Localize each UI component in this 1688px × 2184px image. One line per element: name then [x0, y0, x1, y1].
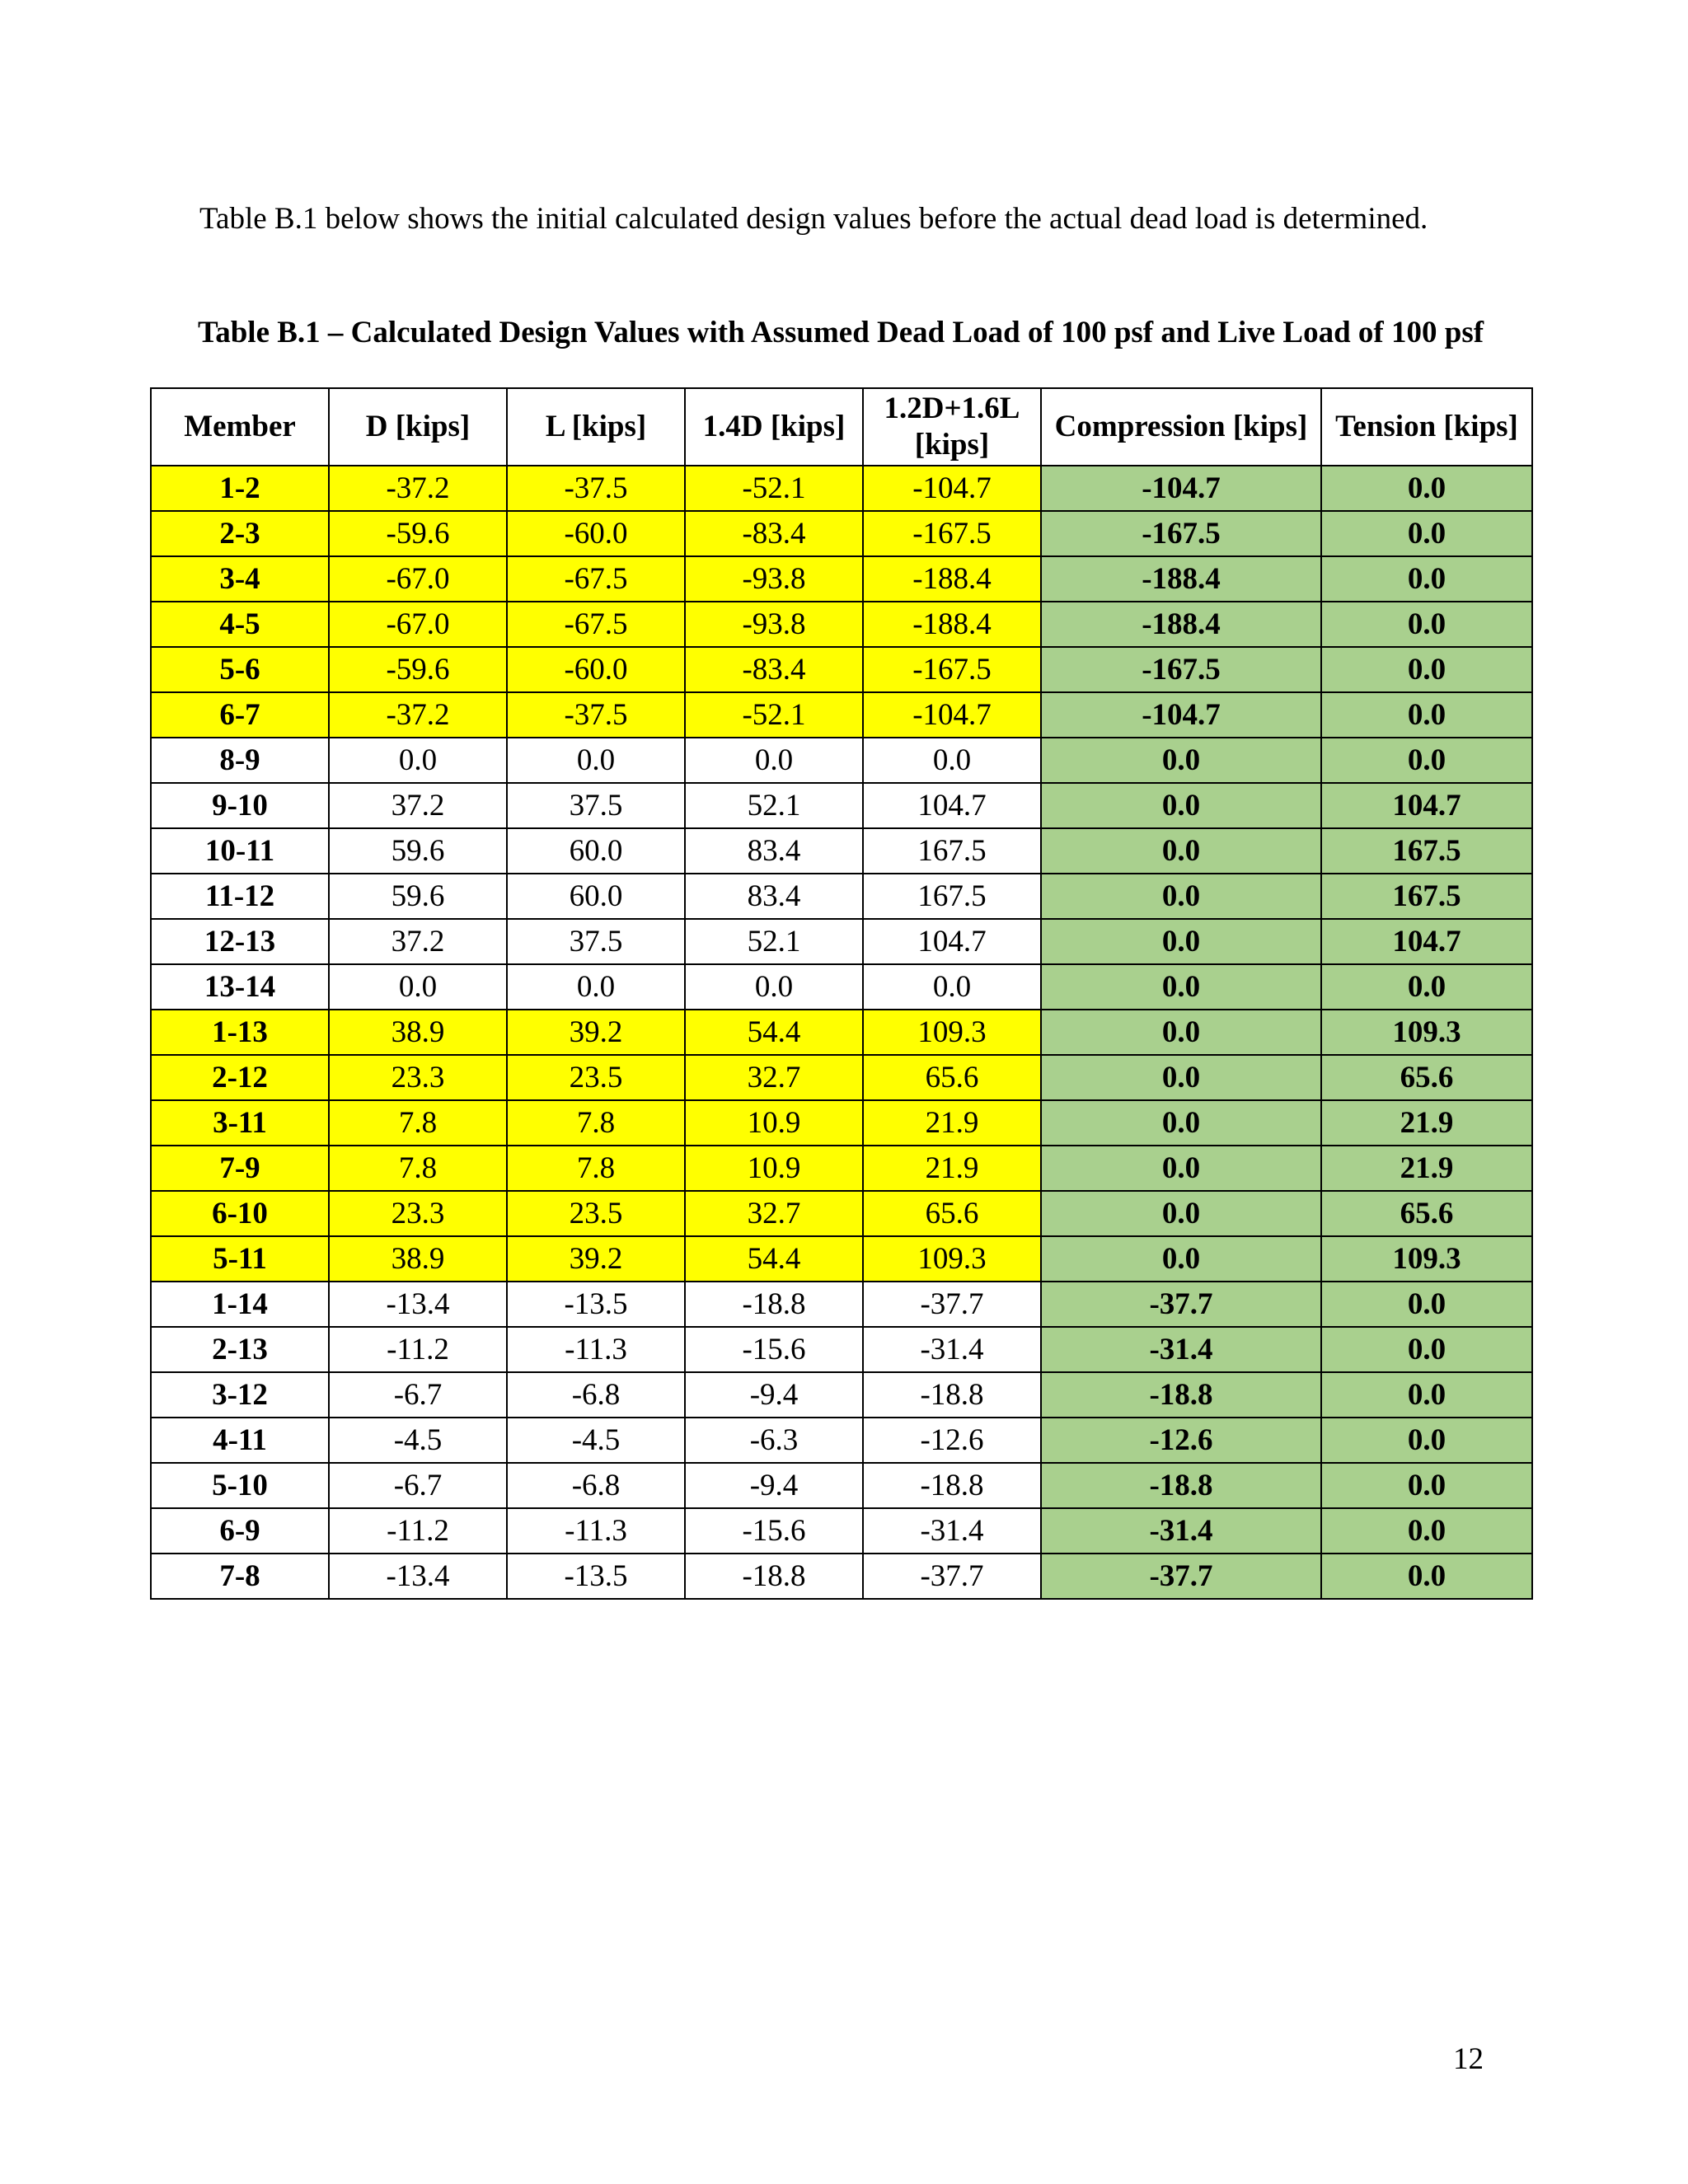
member-cell: 7-8	[151, 1554, 329, 1599]
table-row	[151, 1010, 1532, 1055]
factored-combo-cell: -37.7	[863, 1282, 1041, 1327]
live-load-cell: -37.5	[507, 692, 685, 738]
live-load-cell: 0.0	[507, 964, 685, 1010]
live-load-cell: 37.5	[507, 919, 685, 964]
table-row	[151, 1191, 1532, 1236]
member-cell: 7-9	[151, 1146, 329, 1191]
dead-load-cell: -37.2	[329, 466, 507, 511]
dead-load-cell: -11.2	[329, 1327, 507, 1372]
factored-1-4d-cell: -15.6	[685, 1327, 863, 1372]
header-dead-load: D [kips]	[329, 388, 507, 466]
live-load-cell: -67.5	[507, 556, 685, 602]
table-row	[151, 511, 1532, 556]
page-number: 12	[1453, 2042, 1484, 2076]
dead-load-cell: -13.4	[329, 1282, 507, 1327]
live-load-cell: -13.5	[507, 1282, 685, 1327]
factored-1-4d-cell: 54.4	[685, 1010, 863, 1055]
factored-combo-cell: 0.0	[863, 738, 1041, 783]
factored-combo-cell: 167.5	[863, 828, 1041, 874]
member-cell: 4-5	[151, 602, 329, 647]
design-values-table	[150, 387, 1533, 1600]
compression-cell: -104.7	[1041, 692, 1321, 738]
member-cell: 6-10	[151, 1191, 329, 1236]
factored-combo-cell: -37.7	[863, 1554, 1041, 1599]
factored-combo-cell: 65.6	[863, 1191, 1041, 1236]
table-row	[151, 919, 1532, 964]
compression-cell: -188.4	[1041, 602, 1321, 647]
tension-cell: 65.6	[1321, 1191, 1532, 1236]
tension-cell: 0.0	[1321, 1508, 1532, 1554]
live-load-cell: -60.0	[507, 647, 685, 692]
tension-cell: 65.6	[1321, 1055, 1532, 1100]
tension-cell: 167.5	[1321, 874, 1532, 919]
compression-cell: 0.0	[1041, 1191, 1321, 1236]
member-cell: 1-2	[151, 466, 329, 511]
compression-cell: -37.7	[1041, 1282, 1321, 1327]
tension-cell: 0.0	[1321, 466, 1532, 511]
tension-cell: 0.0	[1321, 556, 1532, 602]
dead-load-cell: -37.2	[329, 692, 507, 738]
factored-1-4d-cell: -52.1	[685, 692, 863, 738]
live-load-cell: 60.0	[507, 874, 685, 919]
compression-cell: 0.0	[1041, 783, 1321, 828]
factored-combo-cell: -31.4	[863, 1508, 1041, 1554]
dead-load-cell: 59.6	[329, 828, 507, 874]
member-cell: 6-9	[151, 1508, 329, 1554]
factored-1-4d-cell: -18.8	[685, 1282, 863, 1327]
factored-1-4d-cell: 32.7	[685, 1191, 863, 1236]
factored-combo-cell: -167.5	[863, 511, 1041, 556]
tension-cell: 0.0	[1321, 1282, 1532, 1327]
factored-combo-cell: 65.6	[863, 1055, 1041, 1100]
member-cell: 3-11	[151, 1100, 329, 1146]
header-1-4d: 1.4D [kips]	[685, 388, 863, 466]
table-row	[151, 1508, 1532, 1554]
compression-cell: -104.7	[1041, 466, 1321, 511]
dead-load-cell: -11.2	[329, 1508, 507, 1554]
live-load-cell: -11.3	[507, 1508, 685, 1554]
compression-cell: 0.0	[1041, 1146, 1321, 1191]
compression-cell: -167.5	[1041, 647, 1321, 692]
factored-combo-cell: 167.5	[863, 874, 1041, 919]
member-cell: 10-11	[151, 828, 329, 874]
compression-cell: -18.8	[1041, 1372, 1321, 1418]
factored-1-4d-cell: 83.4	[685, 874, 863, 919]
live-load-cell: 39.2	[507, 1010, 685, 1055]
member-cell: 5-10	[151, 1463, 329, 1508]
compression-cell: 0.0	[1041, 828, 1321, 874]
intro-paragraph: Table B.1 below shows the initial calculated design values before the actual dead load is determined.	[199, 202, 1428, 236]
factored-combo-cell: 109.3	[863, 1236, 1041, 1282]
compression-cell: -37.7	[1041, 1554, 1321, 1599]
compression-cell: 0.0	[1041, 919, 1321, 964]
factored-1-4d-cell: -9.4	[685, 1463, 863, 1508]
member-cell: 11-12	[151, 874, 329, 919]
member-cell: 2-12	[151, 1055, 329, 1100]
factored-combo-cell: -104.7	[863, 692, 1041, 738]
header-row	[151, 388, 1532, 466]
tension-cell: 109.3	[1321, 1010, 1532, 1055]
live-load-cell: -6.8	[507, 1372, 685, 1418]
compression-cell: -12.6	[1041, 1418, 1321, 1463]
factored-1-4d-cell: 32.7	[685, 1055, 863, 1100]
factored-1-4d-cell: 0.0	[685, 738, 863, 783]
member-cell: 4-11	[151, 1418, 329, 1463]
factored-1-4d-cell: -83.4	[685, 647, 863, 692]
member-cell: 3-12	[151, 1372, 329, 1418]
live-load-cell: -67.5	[507, 602, 685, 647]
tension-cell: 167.5	[1321, 828, 1532, 874]
member-cell: 2-13	[151, 1327, 329, 1372]
dead-load-cell: -59.6	[329, 647, 507, 692]
compression-cell: -31.4	[1041, 1508, 1321, 1554]
member-cell: 13-14	[151, 964, 329, 1010]
table-row	[151, 874, 1532, 919]
factored-1-4d-cell: -15.6	[685, 1508, 863, 1554]
tension-cell: 0.0	[1321, 1554, 1532, 1599]
dead-load-cell: -67.0	[329, 556, 507, 602]
table-row	[151, 466, 1532, 511]
table-row	[151, 602, 1532, 647]
table-row	[151, 828, 1532, 874]
tension-cell: 0.0	[1321, 964, 1532, 1010]
factored-1-4d-cell: -83.4	[685, 511, 863, 556]
dead-load-cell: 37.2	[329, 919, 507, 964]
dead-load-cell: 59.6	[329, 874, 507, 919]
factored-1-4d-cell: 52.1	[685, 783, 863, 828]
live-load-cell: 60.0	[507, 828, 685, 874]
compression-cell: 0.0	[1041, 964, 1321, 1010]
table-row	[151, 783, 1532, 828]
live-load-cell: 7.8	[507, 1100, 685, 1146]
dead-load-cell: -4.5	[329, 1418, 507, 1463]
member-cell: 12-13	[151, 919, 329, 964]
factored-1-4d-cell: -9.4	[685, 1372, 863, 1418]
factored-1-4d-cell: 54.4	[685, 1236, 863, 1282]
live-load-cell: 7.8	[507, 1146, 685, 1191]
dead-load-cell: 0.0	[329, 964, 507, 1010]
member-cell: 2-3	[151, 511, 329, 556]
tension-cell: 109.3	[1321, 1236, 1532, 1282]
factored-combo-cell: -12.6	[863, 1418, 1041, 1463]
factored-1-4d-cell: 10.9	[685, 1100, 863, 1146]
factored-combo-cell: 21.9	[863, 1146, 1041, 1191]
factored-combo-cell: -18.8	[863, 1463, 1041, 1508]
dead-load-cell: 7.8	[329, 1100, 507, 1146]
factored-combo-cell: -104.7	[863, 466, 1041, 511]
factored-combo-cell: 104.7	[863, 783, 1041, 828]
live-load-cell: -60.0	[507, 511, 685, 556]
compression-cell: -167.5	[1041, 511, 1321, 556]
tension-cell: 0.0	[1321, 602, 1532, 647]
compression-cell: -188.4	[1041, 556, 1321, 602]
table-row	[151, 1372, 1532, 1418]
member-cell: 3-4	[151, 556, 329, 602]
dead-load-cell: 0.0	[329, 738, 507, 783]
table-row	[151, 1055, 1532, 1100]
header-compression: Compression [kips]	[1041, 388, 1321, 466]
live-load-cell: 23.5	[507, 1055, 685, 1100]
header-live-load: L [kips]	[507, 388, 685, 466]
factored-1-4d-cell: 0.0	[685, 964, 863, 1010]
dead-load-cell: -67.0	[329, 602, 507, 647]
dead-load-cell: 23.3	[329, 1191, 507, 1236]
table-row	[151, 1327, 1532, 1372]
member-cell: 5-6	[151, 647, 329, 692]
compression-cell: 0.0	[1041, 1236, 1321, 1282]
table-row	[151, 1236, 1532, 1282]
factored-combo-cell: -188.4	[863, 602, 1041, 647]
tension-cell: 0.0	[1321, 647, 1532, 692]
tension-cell: 21.9	[1321, 1146, 1532, 1191]
factored-1-4d-cell: 10.9	[685, 1146, 863, 1191]
live-load-cell: 23.5	[507, 1191, 685, 1236]
tension-cell: 0.0	[1321, 692, 1532, 738]
compression-cell: 0.0	[1041, 1055, 1321, 1100]
table-body	[151, 466, 1532, 1599]
factored-1-4d-cell: 83.4	[685, 828, 863, 874]
dead-load-cell: 23.3	[329, 1055, 507, 1100]
dead-load-cell: 7.8	[329, 1146, 507, 1191]
table-row	[151, 647, 1532, 692]
dead-load-cell: 38.9	[329, 1236, 507, 1282]
tension-cell: 0.0	[1321, 511, 1532, 556]
table-row	[151, 692, 1532, 738]
live-load-cell: -11.3	[507, 1327, 685, 1372]
tension-cell: 0.0	[1321, 1418, 1532, 1463]
tension-cell: 104.7	[1321, 783, 1532, 828]
member-cell: 1-13	[151, 1010, 329, 1055]
factored-combo-cell: 21.9	[863, 1100, 1041, 1146]
member-cell: 9-10	[151, 783, 329, 828]
tension-cell: 0.0	[1321, 1463, 1532, 1508]
header-member: Member	[151, 388, 329, 466]
live-load-cell: -4.5	[507, 1418, 685, 1463]
header-1-2d-1-6l: 1.2D+1.6L [kips]	[863, 388, 1041, 466]
live-load-cell: -13.5	[507, 1554, 685, 1599]
dead-load-cell: -6.7	[329, 1372, 507, 1418]
live-load-cell: 39.2	[507, 1236, 685, 1282]
dead-load-cell: 37.2	[329, 783, 507, 828]
factored-combo-cell: 109.3	[863, 1010, 1041, 1055]
factored-combo-cell: -31.4	[863, 1327, 1041, 1372]
table-row	[151, 1146, 1532, 1191]
live-load-cell: 37.5	[507, 783, 685, 828]
table-row	[151, 1282, 1532, 1327]
factored-combo-cell: -188.4	[863, 556, 1041, 602]
tension-cell: 21.9	[1321, 1100, 1532, 1146]
factored-1-4d-cell: -93.8	[685, 602, 863, 647]
header-tension: Tension [kips]	[1321, 388, 1532, 466]
factored-combo-cell: 104.7	[863, 919, 1041, 964]
table-row	[151, 738, 1532, 783]
compression-cell: 0.0	[1041, 738, 1321, 783]
dead-load-cell: -6.7	[329, 1463, 507, 1508]
member-cell: 6-7	[151, 692, 329, 738]
dead-load-cell: 38.9	[329, 1010, 507, 1055]
dead-load-cell: -59.6	[329, 511, 507, 556]
tension-cell: 0.0	[1321, 1327, 1532, 1372]
table-row	[151, 1554, 1532, 1599]
factored-1-4d-cell: 52.1	[685, 919, 863, 964]
factored-combo-cell: -167.5	[863, 647, 1041, 692]
table-row	[151, 1463, 1532, 1508]
member-cell: 1-14	[151, 1282, 329, 1327]
dead-load-cell: -13.4	[329, 1554, 507, 1599]
factored-1-4d-cell: -18.8	[685, 1554, 863, 1599]
live-load-cell: -37.5	[507, 466, 685, 511]
live-load-cell: -6.8	[507, 1463, 685, 1508]
table-row	[151, 964, 1532, 1010]
compression-cell: -18.8	[1041, 1463, 1321, 1508]
factored-1-4d-cell: -93.8	[685, 556, 863, 602]
table-row	[151, 1418, 1532, 1463]
factored-combo-cell: 0.0	[863, 964, 1041, 1010]
factored-1-4d-cell: -6.3	[685, 1418, 863, 1463]
tension-cell: 0.0	[1321, 738, 1532, 783]
table-row	[151, 556, 1532, 602]
member-cell: 8-9	[151, 738, 329, 783]
factored-combo-cell: -18.8	[863, 1372, 1041, 1418]
table-header	[151, 388, 1532, 466]
tension-cell: 104.7	[1321, 919, 1532, 964]
tension-cell: 0.0	[1321, 1372, 1532, 1418]
compression-cell: 0.0	[1041, 1100, 1321, 1146]
table-row	[151, 1100, 1532, 1146]
factored-1-4d-cell: -52.1	[685, 466, 863, 511]
compression-cell: 0.0	[1041, 1010, 1321, 1055]
table-caption: Table B.1 – Calculated Design Values with Assumed Dead Load of 100 psf and Live Load of 100 psf	[197, 316, 1484, 349]
compression-cell: 0.0	[1041, 874, 1321, 919]
compression-cell: -31.4	[1041, 1327, 1321, 1372]
live-load-cell: 0.0	[507, 738, 685, 783]
member-cell: 5-11	[151, 1236, 329, 1282]
